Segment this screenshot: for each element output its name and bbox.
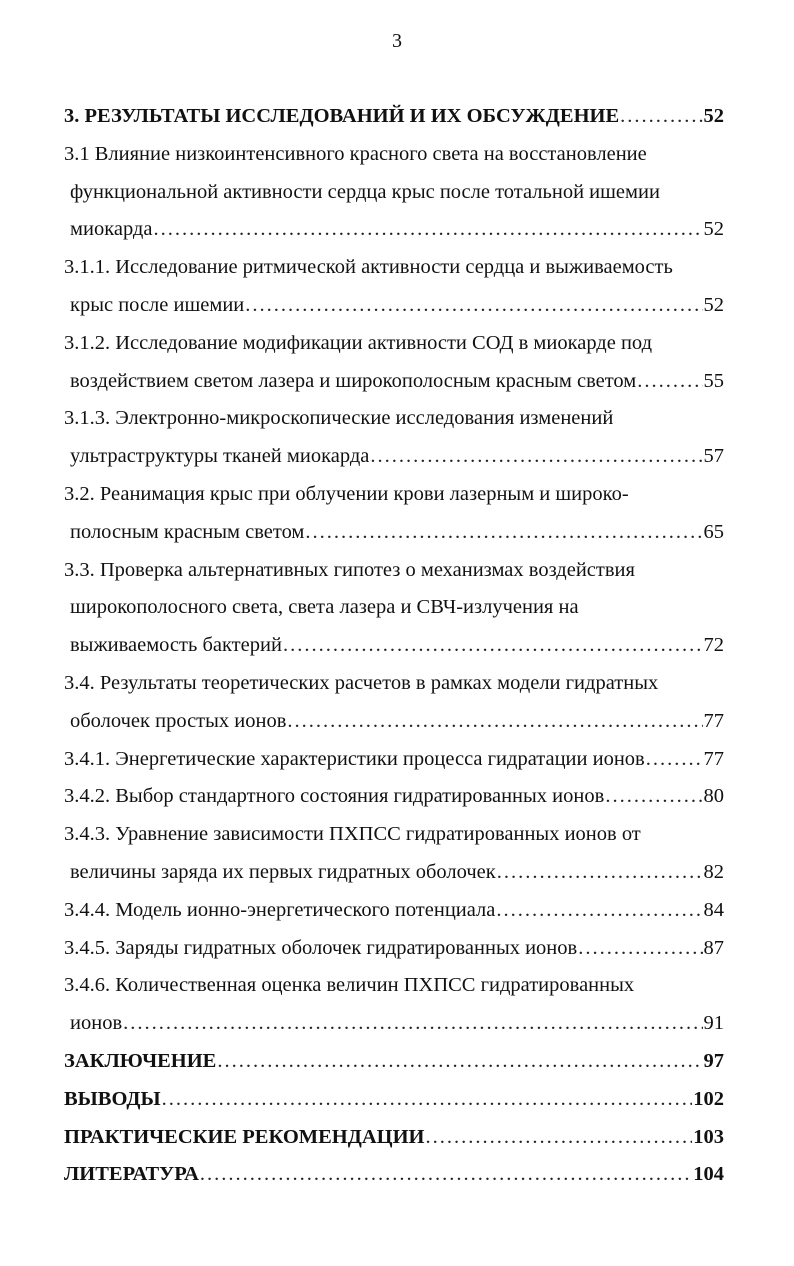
toc-entry[interactable] <box>64 476 724 552</box>
toc-page-number: 87 <box>703 936 724 959</box>
toc-entry-text: ионов <box>70 1012 123 1035</box>
dot-leader <box>578 930 702 968</box>
toc-entry-text: ЗАКЛЮЧЕНИЕ <box>64 1049 217 1072</box>
toc-entry[interactable] <box>64 98 724 136</box>
dot-leader <box>496 892 702 930</box>
toc-entry-text: 3.4. Результаты теоретических расчетов в рамках модели гидратных <box>64 671 659 694</box>
toc-page-number: 72 <box>703 634 724 657</box>
toc-page-number: 91 <box>703 1012 724 1035</box>
toc-entry[interactable] <box>64 1119 724 1157</box>
toc-entry-text: миокарда <box>70 218 153 241</box>
toc-page-number: 57 <box>703 445 724 468</box>
toc-entry-text: 3.2. Реанимация крыс при облучении крови лазерным и широко- <box>64 482 629 505</box>
dot-leader <box>637 363 702 401</box>
toc-page-number: 102 <box>693 1087 724 1110</box>
dot-leader <box>497 854 703 892</box>
toc-entry-text: оболочек простых ионов <box>70 709 287 732</box>
dot-leader <box>287 703 702 741</box>
toc-entry-text: 3.1.1. Исследование ритмической активности сердца и выживаемость <box>64 256 673 279</box>
toc-entry[interactable] <box>64 325 724 401</box>
toc-entry-text: 3.4.1. Энергетические характеристики процесса гидратации ионов <box>64 747 645 770</box>
toc-entry-text: ВЫВОДЫ <box>64 1087 161 1110</box>
toc-entry-text: 3.4.2. Выбор стандартного состояния гидратированных ионов <box>64 785 605 808</box>
toc-entry[interactable] <box>64 552 724 665</box>
toc-entry-text: 3.1.3. Электронно-микроскопические исследования изменений <box>64 407 614 430</box>
toc-entry[interactable] <box>64 892 724 930</box>
toc-entry[interactable] <box>64 665 724 741</box>
toc-entry-text: крыс после ишемии <box>70 293 245 316</box>
toc-entry[interactable] <box>64 1081 724 1119</box>
toc-page-number: 52 <box>703 105 724 127</box>
toc-entry-text: 3.1.2. Исследование модификации активности СОД в миокарде под <box>64 331 653 354</box>
dot-leader <box>200 1156 692 1194</box>
toc-entry[interactable] <box>64 816 724 892</box>
toc-page-number: 104 <box>693 1163 724 1186</box>
toc-entry-text: 3.1 Влияние низкоинтенсивного красного света на восстановление <box>64 142 647 165</box>
dot-leader <box>370 438 702 476</box>
toc-entry[interactable] <box>64 778 724 816</box>
toc-entry-text: выживаемость бактерий <box>70 634 282 657</box>
toc-entry-text: воздействием светом лазера и широкополосным красным светом <box>70 369 637 392</box>
dot-leader <box>217 1043 702 1081</box>
toc-entry-text: 3.3. Проверка альтернативных гипотез о механизмах воздействия <box>64 558 635 581</box>
toc-entry-text: ПРАКТИЧЕСКИЕ РЕКОМЕНДАЦИИ <box>64 1125 425 1148</box>
toc-entry-text: широкополосного света, света лазера и СВЧ-излучения на <box>70 596 579 619</box>
toc-page-number: 80 <box>703 785 724 808</box>
toc-entry[interactable] <box>64 400 724 476</box>
dot-leader <box>605 778 702 816</box>
page-number: 3 <box>392 30 402 52</box>
toc-entry-text: полосным красным светом <box>70 520 305 543</box>
toc-entry-text: 3.4.4. Модель ионно-энергетического потенциала <box>64 898 496 921</box>
toc-entry[interactable] <box>64 741 724 779</box>
dot-leader <box>162 1081 693 1119</box>
toc-page-number: 52 <box>703 293 724 316</box>
toc-page-number: 84 <box>703 898 724 921</box>
dot-leader <box>153 211 702 249</box>
toc-entry-text: величины заряда их первых гидратных оболочек <box>70 860 496 883</box>
dot-leader <box>123 1005 702 1043</box>
toc-page-number: 97 <box>703 1049 724 1072</box>
toc-entry[interactable] <box>64 1043 724 1081</box>
dot-leader <box>245 287 702 325</box>
toc-page-number: 77 <box>703 709 724 732</box>
table-of-contents <box>64 98 724 1194</box>
toc-page-number: 52 <box>703 218 724 241</box>
toc-entry-text: 3. РЕЗУЛЬТАТЫ ИССЛЕДОВАНИЙ И ИХ ОБСУЖДЕНИЕ <box>64 105 620 127</box>
toc-page-number: 103 <box>693 1125 724 1148</box>
toc-entry-text: 3.4.3. Уравнение зависимости ПХПСС гидратированных ионов от <box>64 823 641 846</box>
dot-leader <box>425 1119 692 1157</box>
toc-entry[interactable] <box>64 967 724 1043</box>
toc-page-number: 55 <box>703 369 724 392</box>
toc-entry-text: функциональной активности сердца крыс после тотальной ишемии <box>70 180 660 203</box>
dot-leader <box>646 741 703 779</box>
toc-entry[interactable] <box>64 930 724 968</box>
toc-page-number: 77 <box>703 747 724 770</box>
toc-page-number: 82 <box>703 860 724 883</box>
toc-entry[interactable] <box>64 1156 724 1194</box>
toc-entry[interactable] <box>64 249 724 325</box>
toc-entry-text: ЛИТЕРАТУРА <box>64 1163 199 1186</box>
dot-leader <box>620 98 702 136</box>
dot-leader <box>283 627 703 665</box>
toc-entry-text: ультраструктуры тканей миокарда <box>70 445 370 468</box>
toc-entry-text: 3.4.5. Заряды гидратных оболочек гидратированных ионов <box>64 936 578 959</box>
toc-entry[interactable] <box>64 136 724 249</box>
toc-page-number: 65 <box>703 520 724 543</box>
toc-entry-text: 3.4.6. Количественная оценка величин ПХПСС гидратированных <box>64 974 635 997</box>
dot-leader <box>305 514 702 552</box>
